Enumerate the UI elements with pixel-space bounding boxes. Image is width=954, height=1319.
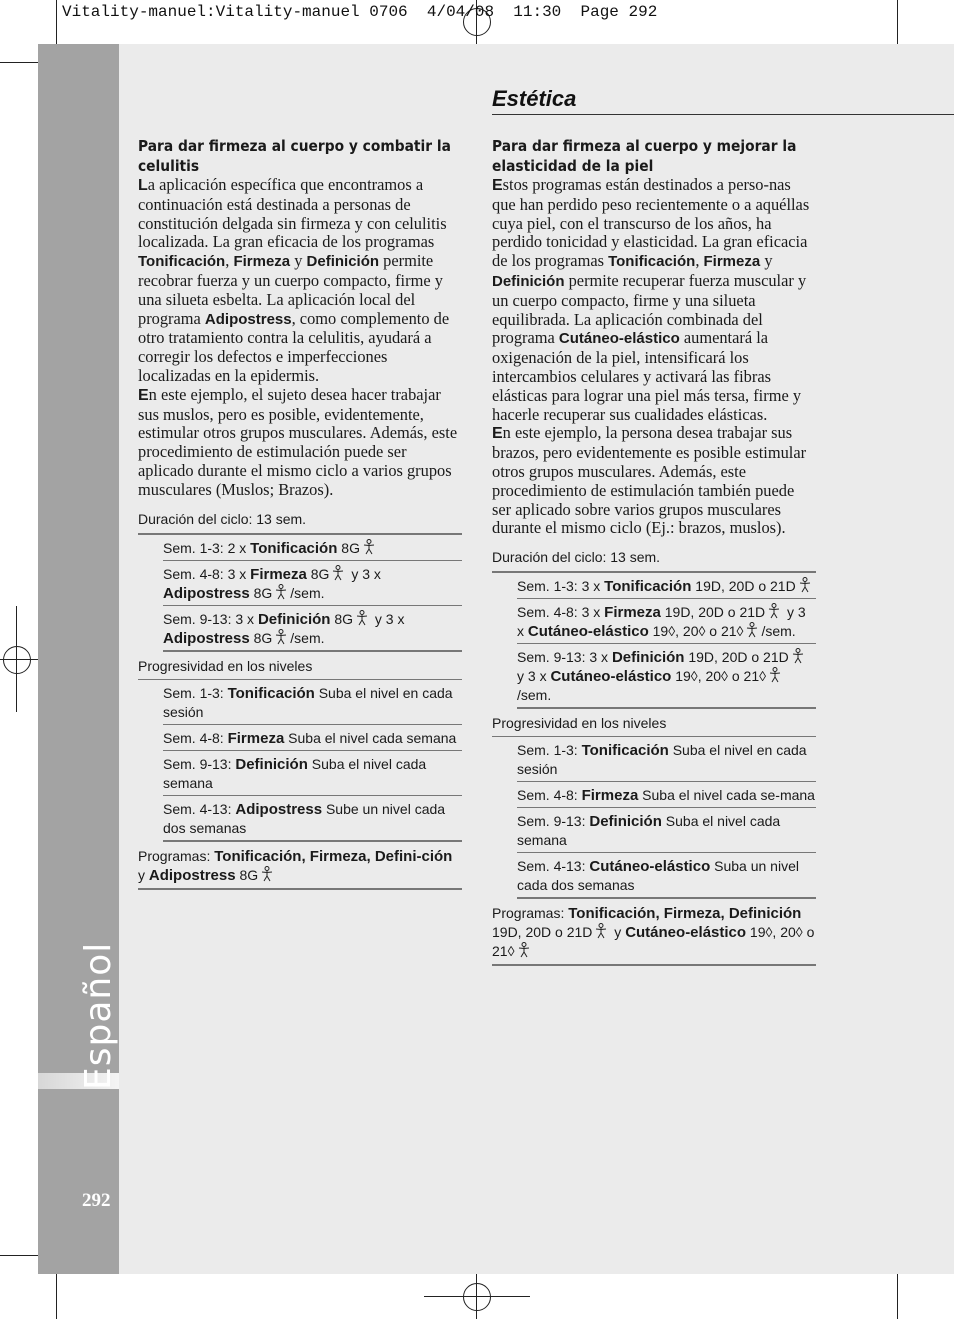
cycle-table xyxy=(138,535,462,652)
body-figure-icon xyxy=(767,603,781,619)
right-column xyxy=(492,136,816,966)
body-figure-icon xyxy=(355,610,369,626)
program-name: Tonificación, Firmeza, Defini-ción xyxy=(214,847,453,865)
program-name: Tonificación xyxy=(250,539,338,557)
program-name: Tonificación xyxy=(604,578,692,596)
text: Sem. 9-13: xyxy=(517,813,590,830)
program-name: Definición xyxy=(589,813,662,831)
text: Suba el nivel en cada sesión xyxy=(163,684,453,720)
drop-cap: E xyxy=(138,386,149,404)
body-figure-icon xyxy=(331,565,345,581)
program-name: Cutáneo-elástico xyxy=(527,623,649,641)
text: 19◊, 20◊ o 21◊ xyxy=(492,924,815,960)
section-title: Estética xyxy=(492,86,577,111)
text: stos programas están destinados a perso-nas que han perdido peso recientemente o a aquéllas cuya piel, con el transcurso de los años, ha perdido tonicidad y elasticidad. La gran eficacia de los programas xyxy=(492,175,810,271)
text: n este ejemplo, la persona desea trabajar sus brazos, pero evidentemente es posible estimular otros grupos musculares. Además, este procedimiento de estimulación también puede ser aplicado sobre varios grupos musculares durante el mismo ciclo (Ej.: brazos, muslos). xyxy=(492,423,807,538)
text: n este ejemplo, el sujeto desea hacer trabajar sus muslos, pero es posible, evidentemente, estimular otros grupos musculares. Además, este procedimiento de estimulación puede ser aplicado durante el mismo ciclo a varios grupos musculares (Muslos; Brazos). xyxy=(138,384,458,499)
text: 8G xyxy=(330,610,354,627)
cycle-duration: Duración del ciclo: 13 sem. xyxy=(492,548,816,573)
table-row xyxy=(517,853,816,899)
text: aumentará la oxigenación de la piel, intensificará los intercambios celulares y activará las fibras elásticas para lograr una piel más tersa, firme y hacerle recuperar sus cualidades elásticas. xyxy=(492,328,802,424)
program-name: Firmeza xyxy=(703,253,761,271)
text: Programas: xyxy=(492,905,569,922)
text: y xyxy=(610,924,626,941)
sidebar-language-label: Español xyxy=(78,941,119,1090)
text: , xyxy=(225,251,234,271)
body-figure-icon xyxy=(798,577,812,593)
program-name: Adipostress xyxy=(163,584,250,602)
table-row xyxy=(517,808,816,853)
body-figure-icon xyxy=(594,923,608,939)
text: permite recuperar fuerza muscular y un cuerpo compacto, firme y una silueta equilibrada. La aplicación combinada del programa xyxy=(492,270,807,348)
progression-table xyxy=(138,680,462,842)
program-name: Tonificación xyxy=(138,253,226,271)
program-name: Definición xyxy=(235,755,308,773)
crop-mark xyxy=(424,1296,530,1297)
left-paragraph-1 xyxy=(138,176,462,386)
text: 8G xyxy=(337,539,360,556)
table-row xyxy=(163,725,462,751)
text: 19D, 20D o 21D xyxy=(492,924,593,941)
print-slug: Vitality-manuel:Vitality-manuel 0706 4/04/08 11:30 Page 292 xyxy=(62,3,658,21)
table-row xyxy=(517,644,816,709)
text: Suba el nivel cada se-mana xyxy=(638,787,815,804)
program-name: Definición xyxy=(306,253,380,271)
table-row xyxy=(163,535,462,561)
body-figure-icon xyxy=(745,622,759,638)
left-heading: Para dar firmeza al cuerpo y combatir la celulitis xyxy=(138,137,451,175)
text: Sem. 9-13: 3 x xyxy=(163,610,258,627)
text: 19D, 20D o 21D xyxy=(660,604,766,621)
body-figure-icon xyxy=(768,667,782,683)
text: Sem. 1-3: xyxy=(517,742,582,759)
programs-summary xyxy=(492,899,816,966)
text: /sem. xyxy=(761,623,796,640)
program-name: Definición xyxy=(257,610,331,628)
text: Suba el nivel cada semana xyxy=(517,813,781,849)
text: 8G xyxy=(235,866,259,883)
crop-mark xyxy=(897,0,898,46)
table-row xyxy=(163,680,462,725)
table-row xyxy=(517,599,816,644)
program-name: Tonificación xyxy=(227,684,315,702)
program-name: Firmeza xyxy=(250,565,307,583)
cycle-duration: Duración del ciclo: 13 sem. xyxy=(138,510,462,535)
body-figure-icon xyxy=(362,539,376,555)
text: Sem. 1-3: xyxy=(163,684,228,701)
registration-target xyxy=(463,1283,491,1311)
text: 19D, 20D o 21D xyxy=(691,578,796,595)
text: a aplicación específica que encontramos a continuación está destinada a personas de constitución delgada sin firmeza y con celulitis localizada. La gran eficacia de los programas xyxy=(138,175,447,252)
page-number: 292 xyxy=(82,1190,111,1211)
text: Suba el nivel cada semana xyxy=(284,729,457,746)
program-name: Cutáneo-elástico xyxy=(625,924,747,942)
crop-mark xyxy=(56,0,57,46)
program-name: Firmeza xyxy=(604,604,661,622)
program-name: Adipostress xyxy=(148,866,236,884)
table-row xyxy=(163,796,462,842)
text: Sem. 4-13: xyxy=(517,858,590,875)
right-paragraph-2 xyxy=(492,424,816,538)
program-name: Definición xyxy=(611,649,685,667)
table-row xyxy=(517,737,816,782)
progression-label: Progresividad en los niveles xyxy=(492,709,816,737)
program-name: Firmeza xyxy=(581,787,639,805)
text: , xyxy=(695,251,704,271)
table-row xyxy=(517,782,816,808)
text: 19◊, 20◊ o 21◊ xyxy=(671,668,767,685)
text: Sem. 1-3: 3 x xyxy=(517,578,605,595)
text: Sem. 4-8: xyxy=(517,787,582,804)
cycle-table xyxy=(492,573,816,709)
body-figure-icon xyxy=(260,866,274,882)
progression-table xyxy=(492,737,816,899)
text: Sem. 1-3: 2 x xyxy=(163,539,251,556)
text: /sem. xyxy=(517,687,552,704)
drop-cap: E xyxy=(492,177,503,194)
body-figure-icon xyxy=(791,648,805,664)
table-row xyxy=(163,606,462,652)
table-row xyxy=(163,751,462,796)
text: Suba el nivel cada semana xyxy=(163,755,427,791)
table-row xyxy=(517,573,816,599)
program-name: Adipostress xyxy=(163,629,250,647)
crop-mark xyxy=(897,1272,898,1319)
text: y 3 x xyxy=(347,565,381,582)
text: Sem. 4-8: xyxy=(163,729,228,746)
text: y xyxy=(138,866,149,883)
program-name: Tonificación xyxy=(581,742,669,760)
text: /sem. xyxy=(290,629,325,646)
text: 8G xyxy=(249,629,273,646)
text: Sem. 4-8: 3 x xyxy=(517,604,605,621)
body-figure-icon xyxy=(274,584,288,600)
text: Sem. 9-13: 3 x xyxy=(517,649,612,666)
text: Programas: xyxy=(138,847,215,864)
program-name: Adipostress xyxy=(235,800,323,818)
text: 8G xyxy=(249,584,273,601)
text: Sem. 4-13: xyxy=(163,800,236,817)
body-figure-icon xyxy=(274,629,288,645)
program-name: Cutáneo-elástico xyxy=(550,668,672,686)
left-column xyxy=(138,136,462,890)
program-name: Definición xyxy=(492,272,565,290)
text: y xyxy=(290,251,307,271)
registration-target xyxy=(3,646,31,674)
program-name: Cutáneo-elástico xyxy=(558,330,680,348)
right-paragraph-1 xyxy=(492,176,816,424)
text: 19◊, 20◊ o 21◊ xyxy=(648,623,744,640)
drop-cap: E xyxy=(492,425,503,443)
text: y 3 x xyxy=(517,668,551,685)
section-title-rule xyxy=(492,114,954,115)
text: y xyxy=(760,251,773,271)
text: Suba un nivel cada dos semanas xyxy=(517,858,799,894)
progression-label: Progresividad en los niveles xyxy=(138,652,462,680)
table-row xyxy=(163,561,462,606)
left-paragraph-2 xyxy=(138,386,462,500)
drop-cap: L xyxy=(138,177,148,194)
text: permite recobrar fuerza y un cuerpo compacto, firme y una silueta esbelta. La aplicación local del programa xyxy=(138,251,443,328)
text: y 3 x xyxy=(371,610,405,627)
text: y 3 x xyxy=(517,604,806,640)
text: Sem. 9-13: xyxy=(163,755,236,772)
program-name: Firmeza xyxy=(233,253,291,271)
programs-summary xyxy=(138,842,462,890)
text: /sem. xyxy=(290,584,325,601)
program-name: Tonificación, Firmeza, Definición xyxy=(568,905,802,923)
text: , como complemento de otro tratamiento contra la celulitis, ayudará a corregir los defectos e imperfecciones localizadas en la epidermis. xyxy=(138,308,450,385)
body-figure-icon xyxy=(517,942,531,958)
crop-mark xyxy=(56,1272,57,1319)
right-heading: Para dar firmeza al cuerpo y mejorar la elasticidad de la piel xyxy=(492,137,797,175)
program-name: Adipostress xyxy=(204,310,292,328)
text: Sube un nivel cada dos semanas xyxy=(163,800,446,836)
text: Suba el nivel en cada sesión xyxy=(517,742,807,778)
text: Sem. 4-8: 3 x xyxy=(163,565,251,582)
text: 8G xyxy=(306,565,330,582)
program-name: Tonificación xyxy=(608,253,696,271)
text: 19D, 20D o 21D xyxy=(684,649,789,666)
program-name: Firmeza xyxy=(227,729,285,747)
program-name: Cutáneo-elástico xyxy=(589,858,711,876)
